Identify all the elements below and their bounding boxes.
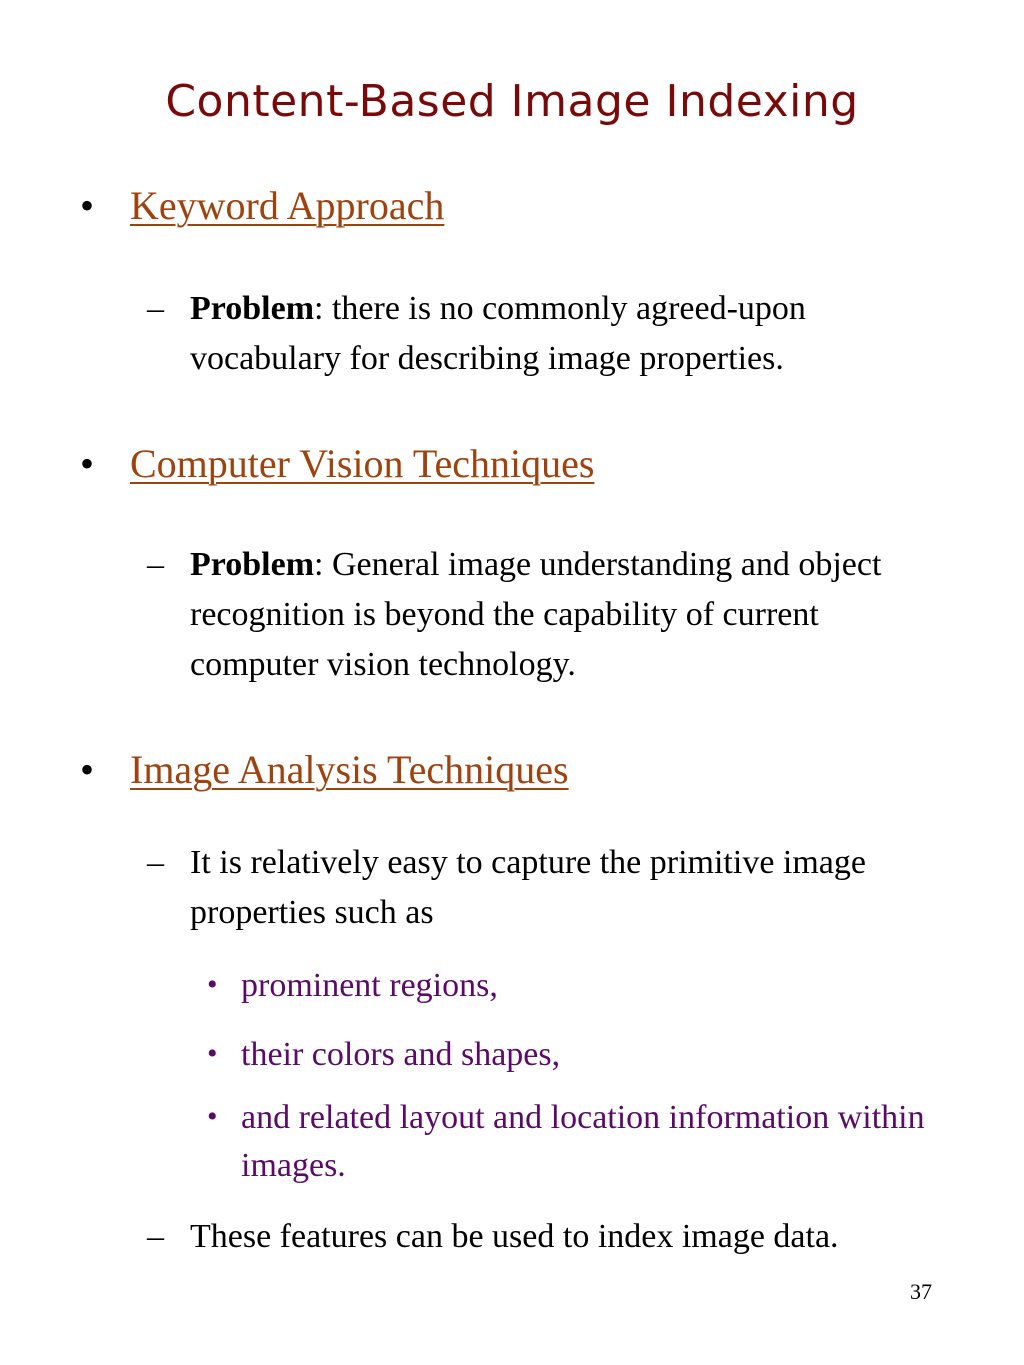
problem-description: : there is no commonly agreed-upon vocabulary for describing image properties. xyxy=(190,290,806,377)
small-bullet-icon: • xyxy=(207,1100,218,1133)
bullet-icon: • xyxy=(80,183,95,228)
nested-item-text: their colors and shapes, xyxy=(241,1036,561,1073)
nested-item-text: and related layout and location information within images. xyxy=(241,1099,925,1184)
sub-item-text: These features can be used to index image data. xyxy=(190,1218,839,1255)
nested-item-text: prominent regions, xyxy=(241,967,498,1004)
problem-label: Problem xyxy=(190,546,315,583)
bullet-icon: • xyxy=(80,747,95,792)
dash-icon: – xyxy=(147,844,164,881)
small-bullet-icon: • xyxy=(207,1037,218,1070)
problem-description: : General image understanding and object recognition is beyond the capability of current computer vision technology. xyxy=(190,546,882,683)
sub-item-text: It is relatively easy to capture the primitive image properties such as xyxy=(190,844,866,931)
link-keyword-approach[interactable]: Keyword Approach xyxy=(130,183,445,228)
sub-item-text xyxy=(190,284,910,384)
link-image-analysis-techniques[interactable]: Image Analysis Techniques xyxy=(130,747,569,792)
slide-title: Content-Based Image Indexing xyxy=(165,76,859,127)
dash-icon: – xyxy=(147,1218,164,1255)
link-computer-vision-techniques[interactable]: Computer Vision Techniques xyxy=(130,441,595,486)
sub-item-text xyxy=(190,540,910,690)
bullet-icon: • xyxy=(80,441,95,486)
small-bullet-icon: • xyxy=(207,968,218,1001)
dash-icon: – xyxy=(147,546,164,583)
dash-icon: – xyxy=(147,290,164,327)
problem-label: Problem xyxy=(190,290,315,327)
page-number: 37 xyxy=(910,1279,932,1304)
